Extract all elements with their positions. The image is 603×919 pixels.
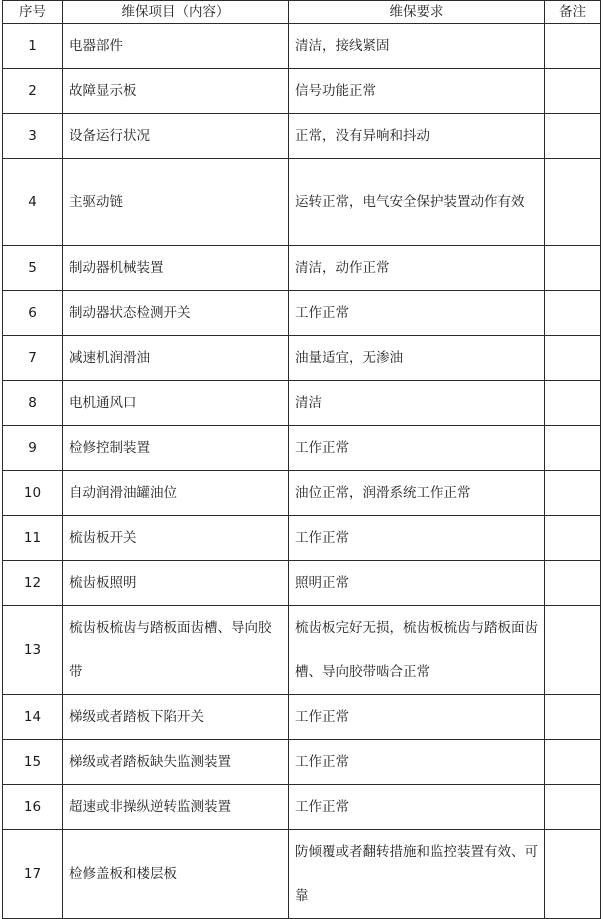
row-requirement: 运转正常，电气安全保护装置动作有效: [289, 159, 545, 246]
row-item: 检修控制装置: [63, 426, 289, 471]
row-requirement: 防倾覆或者翻转措施和监控装置有效、可靠: [289, 830, 545, 919]
row-remark: [545, 695, 601, 740]
row-no: 8: [3, 381, 63, 426]
row-remark: [545, 740, 601, 785]
row-item: 自动润滑油罐油位: [63, 471, 289, 516]
header-item: 维保项目（内容）: [63, 1, 289, 24]
row-requirement: 梳齿板完好无损，梳齿板梳齿与踏板面齿槽、导向胶带啮合正常: [289, 606, 545, 695]
row-no: 3: [3, 114, 63, 159]
row-item: 电器部件: [63, 24, 289, 69]
row-no: 9: [3, 426, 63, 471]
table-row: [3, 246, 601, 291]
row-requirement: 工作正常: [289, 695, 545, 740]
row-no: 13: [3, 606, 63, 695]
table-row: [3, 740, 601, 785]
maintenance-table-sheet: [2, 0, 600, 919]
row-requirement: 信号功能正常: [289, 69, 545, 114]
row-requirement: 工作正常: [289, 426, 545, 471]
row-requirement: 工作正常: [289, 516, 545, 561]
table-row: [3, 426, 601, 471]
row-requirement: 油量适宜，无渗油: [289, 336, 545, 381]
row-no: 6: [3, 291, 63, 336]
row-item: 梯级或者踏板缺失监测装置: [63, 740, 289, 785]
table-row: [3, 606, 601, 695]
row-no: 17: [3, 830, 63, 919]
row-no: 12: [3, 561, 63, 606]
row-item: 超速或非操纵逆转监测装置: [63, 785, 289, 830]
row-remark: [545, 561, 601, 606]
table-row: [3, 516, 601, 561]
row-requirement: 油位正常，润滑系统工作正常: [289, 471, 545, 516]
row-no: 10: [3, 471, 63, 516]
row-remark: [545, 471, 601, 516]
row-item: 设备运行状况: [63, 114, 289, 159]
table-row: [3, 69, 601, 114]
table-row: [3, 291, 601, 336]
table-row: [3, 114, 601, 159]
row-no: 1: [3, 24, 63, 69]
row-item: 电机通风口: [63, 381, 289, 426]
row-requirement: 清洁: [289, 381, 545, 426]
table-row: [3, 336, 601, 381]
row-no: 11: [3, 516, 63, 561]
table-header-row: [3, 1, 601, 24]
row-remark: [545, 381, 601, 426]
row-no: 7: [3, 336, 63, 381]
row-requirement: 正常，没有异响和抖动: [289, 114, 545, 159]
row-remark: [545, 606, 601, 695]
row-requirement: 清洁，接线紧固: [289, 24, 545, 69]
row-item: 梳齿板开关: [63, 516, 289, 561]
row-remark: [545, 291, 601, 336]
row-remark: [545, 246, 601, 291]
row-item: 故障显示板: [63, 69, 289, 114]
row-no: 4: [3, 159, 63, 246]
row-no: 2: [3, 69, 63, 114]
row-item: 检修盖板和楼层板: [63, 830, 289, 919]
row-remark: [545, 785, 601, 830]
table-row: [3, 695, 601, 740]
row-no: 16: [3, 785, 63, 830]
row-no: 5: [3, 246, 63, 291]
table-row: [3, 159, 601, 246]
row-item: 制动器状态检测开关: [63, 291, 289, 336]
row-item: 减速机润滑油: [63, 336, 289, 381]
row-remark: [545, 114, 601, 159]
row-remark: [545, 159, 601, 246]
table-row: [3, 830, 601, 919]
row-item: 梳齿板梳齿与踏板面齿槽、导向胶带: [63, 606, 289, 695]
header-no: 序号: [3, 1, 63, 24]
row-item: 主驱动链: [63, 159, 289, 246]
row-no: 15: [3, 740, 63, 785]
row-requirement: 工作正常: [289, 740, 545, 785]
table-row: [3, 785, 601, 830]
table-row: [3, 561, 601, 606]
row-item: 梯级或者踏板下陷开关: [63, 695, 289, 740]
row-remark: [545, 69, 601, 114]
row-remark: [545, 830, 601, 919]
row-requirement: 照明正常: [289, 561, 545, 606]
row-remark: [545, 336, 601, 381]
row-remark: [545, 426, 601, 471]
row-remark: [545, 24, 601, 69]
table-row: [3, 471, 601, 516]
table-row: [3, 24, 601, 69]
row-remark: [545, 516, 601, 561]
row-requirement: 工作正常: [289, 291, 545, 336]
table-row: [3, 381, 601, 426]
row-item: 制动器机械装置: [63, 246, 289, 291]
header-requirement: 维保要求: [289, 1, 545, 24]
header-remark: 备注: [545, 1, 601, 24]
row-requirement: 清洁，动作正常: [289, 246, 545, 291]
maintenance-table: [2, 0, 601, 919]
row-item: 梳齿板照明: [63, 561, 289, 606]
row-no: 14: [3, 695, 63, 740]
row-requirement: 工作正常: [289, 785, 545, 830]
